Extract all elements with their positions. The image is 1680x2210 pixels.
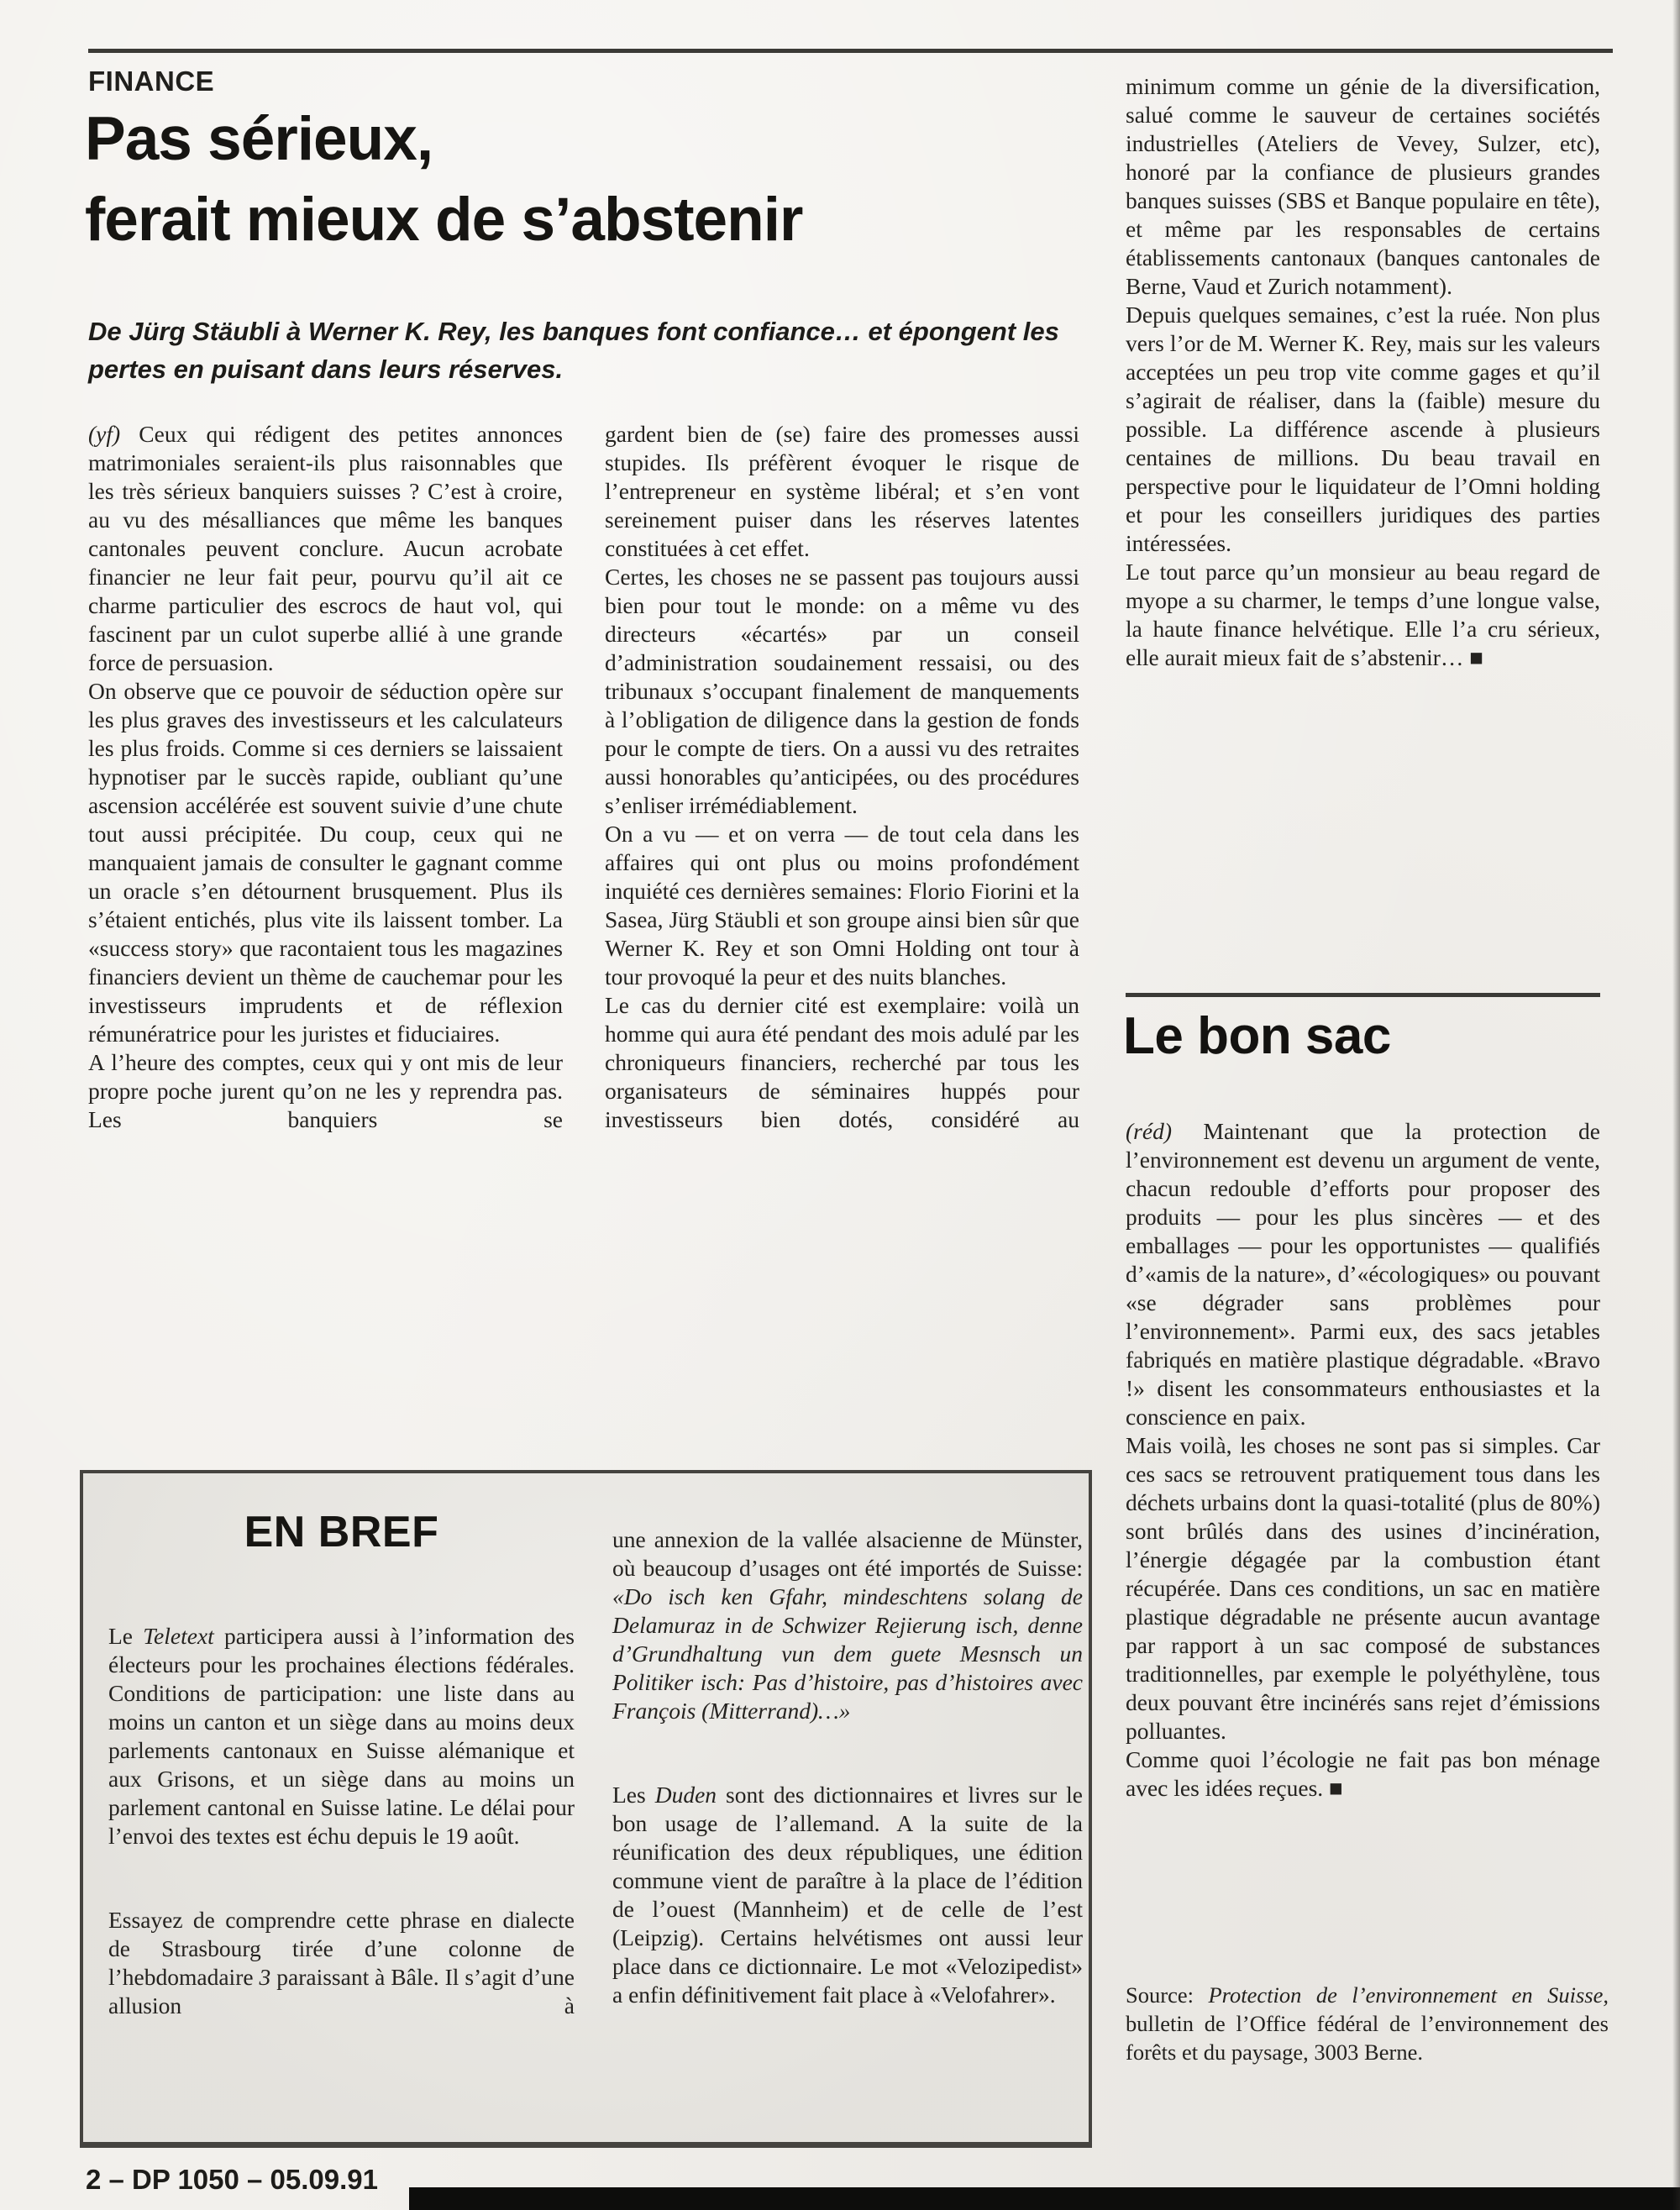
paragraph: Les Duden sont des dictionnaires et livres sur le bon usage de l’allemand. A la suite de la réunification des deux républiques, une édition commune vient de paraître à la place de l’édition de l’ouest (Mannheim) et de celle de l’est (Leipzig). Certains helvétismes ont aussi leur place dans ce dictionnaire. Le mot «Velozipedist» a enfin définitivement fait place à «Velofahrer». <box>612 1782 1083 2008</box>
page-footer: 2 – DP 1050 – 05.09.91 <box>86 2164 379 2195</box>
paragraph: gardent bien de (se) faire des promesses aussi stupides. Ils préfèrent évoquer le risque de l’entrepreneur en système libéral; et s’en vont sereinement puiser dans les réserves latentes constituées à cet effet. <box>605 421 1079 561</box>
paragraph: une annexion de la vallée alsacienne de Münster, où beaucoup d’usages ont été importés de Suisse: «Do isch ken Gfahr, mindeschtens solang de Delamuraz in de Schwizer Rejierung isch, denne d’Grundhaltung vun dem guete Mesnsch un Politiker isch: Pas d’histoire, pas d’histoires avec François (Mitterrand)…» <box>612 1526 1083 1724</box>
en-bref-column-right <box>612 1525 1083 2009</box>
headline-line-2: ferait mieux de s’abstenir <box>85 186 803 254</box>
scan-bottom-bar <box>409 2187 1680 2210</box>
section-rule <box>1126 993 1600 997</box>
paragraph: minimum comme un génie de la diversification, salué comme le sauveur de certaines sociétés industrielles (Ateliers de Vevey, Sulzer, etc), honoré par la confiance de plusieurs grandes banques suisses (SBS et Banque populaire en tête), et même par les responsables de certains établissements cantonaux (banques cantonales de Berne, Vaud et Zurich notamment). <box>1126 73 1600 299</box>
section-kicker: FINANCE <box>88 66 215 97</box>
en-bref-box <box>80 1470 1092 2148</box>
headline-line-1: Pas sérieux, <box>85 105 433 173</box>
paragraph: Le tout parce qu’un monsieur au beau regard de myope a su charmer, le temps d’une longue valse, la haute finance helvétique. Elle l’a cru sérieux, elle aurait mieux fait de s’abstenir… ■ <box>1126 559 1600 670</box>
article2-body <box>1126 1117 1600 1803</box>
article1-column-3 <box>1126 72 1600 672</box>
scan-right-edge <box>1672 0 1680 2210</box>
article2-title: Le bon sac <box>1123 1007 1391 1065</box>
top-rule <box>88 49 1613 53</box>
article2-source-note <box>1126 1981 1609 2066</box>
paragraph: Source: Protection de l’environnement en Suisse, bulletin de l’Office fédéral de l’environnement des forêts et du paysage, 3003 Berne. <box>1126 1982 1609 2065</box>
paragraph: Le Teletext participera aussi à l’information des électeurs pour les prochaines élections fédérales. Conditions de participation: une liste dans au moins un canton et un siège dans au moins deux parlements cantonaux en Suisse alémanique et aux Grisons, et un siège dans au moins un parlement cantonal en Suisse latine. Le délai pour l’envoi des textes est échu depuis le 19 août. <box>108 1623 575 1849</box>
paragraph: (yf) Ceux qui rédigent des petites annonces matrimoniales seraient-ils plus raisonnables que les très sérieux banquiers suisses ? C’est à croire, au vu des mésalliances que même les banques cantonales peuvent conclure. Aucun acrobate financier ne leur fait peur, pourvu qu’il ait ce charme particulier des escrocs de haut vol, qui fascinent par un culot superbe allié à une grande force de persuasion. <box>88 421 563 675</box>
paragraph: A l’heure des comptes, ceux qui y ont mis de leur propre poche jurent qu’on ne les y reprendra pas. Les banquiers se <box>88 1049 563 1132</box>
article-deck: De Jürg Stäubli à Werner K. Rey, les banques font confiance… et épongent les pertes en puisant dans leurs réserves. <box>88 317 1059 384</box>
article1-column-1 <box>88 420 563 1134</box>
paragraph: Comme quoi l’écologie ne fait pas bon ménage avec les idées reçues. ■ <box>1126 1746 1600 1801</box>
en-bref-column-left <box>108 1622 575 2020</box>
paragraph: On observe que ce pouvoir de séduction opère sur les plus graves des investisseurs et les calculateurs les plus froids. Comme si ces derniers se laissaient hypnotiser par le succès rapide, oubliant qu’une ascension accélérée est souvent suivie d’une chute tout aussi précipitée. Du coup, ceux qui ne manquaient jamais de consulter le gagnant comme un oracle s’en détournent brusquement. Plus ils s’étaient entichés, plus vite ils laissent tomber. La «success story» que racontaient tous les magazines financiers devient un thème de cauchemar pour les investisseurs imprudents et de réflexion rémunératrice pour les juristes et fiduciaires. <box>88 678 563 1047</box>
paragraph: Depuis quelques semaines, c’est la ruée. Non plus vers l’or de M. Werner K. Rey, mais sur les valeurs acceptées un peu trop vite comme gages et qu’il s’agirait de réaliser, dans la (faible) mesure du possible. La différence ascende à plusieurs centaines de millions. Du beau travail en perspective pour le liquidateur de l’Omni holding et pour les conseillers juridiques des parties intéressées. <box>1126 302 1600 556</box>
article-headline <box>85 99 1135 260</box>
paragraph: On a vu — et on verra — de tout cela dans les affaires qui ont plus ou moins profondément inquiété ces dernières semaines: Florio Fiorini et la Sasea, Jürg Stäubli et son groupe ainsi bien sûr que Werner K. Rey et son Omni Holding ont tour à tour provoqué la peur et des nuits blanches. <box>605 821 1079 990</box>
paragraph: Essayez de comprendre cette phrase en dialecte de Strasbourg tirée d’une colonne de l’hebdomadaire 3 paraissant à Bâle. Il s’agit d’une allusion à <box>108 1907 575 2018</box>
paragraph: Certes, les choses ne se passent pas toujours aussi bien pour tout le monde: on a même vu des directeurs «écartés» par un conseil d’administration soudainement ressaisi, ou des tribunaux s’occupant finalement de manquements à l’obligation de diligence dans la gestion de fonds pour le compte de tiers. On a aussi vu des retraites aussi honorables qu’anticipées, ou des procédures s’enliser irrémédiablement. <box>605 564 1079 818</box>
article1-column-2 <box>605 420 1079 1134</box>
paragraph: (réd) Maintenant que la protection de l’environnement est devenu un argument de vente, chacun redouble d’efforts pour proposer des produits — pour les plus sincères — et des emballages — pour les opportunistes — qualifiés d’«amis de la nature», d’«écologiques» ou pouvant «se dégrader sans problèmes pour l’environnement». Parmi eux, des sacs jetables fabriqués en matière plastique dégradable. «Bravo !» disent les consommateurs enthousiastes et la conscience en paix. <box>1126 1118 1600 1430</box>
paragraph: Mais voilà, les choses ne sont pas si simples. Car ces sacs se retrouvent pratiquement tous dans les déchets urbains dont la quasi-totalité (plus de 80%) sont brûlés dans des usines d’incinération, l’énergie dégagée par la combustion étant récupérée. Dans ces conditions, un sac en matière plastique dégradable ne présente aucun avantage par rapport à un sac composé de substances traditionnelles, par exemple le polyéthylène, tous deux pouvant être incinérés sans rejet d’émissions polluantes. <box>1126 1432 1600 1744</box>
paragraph: Le cas du dernier cité est exemplaire: voilà un homme qui aura été pendant des mois adulé par les chroniqueurs financiers, recherché par tous les organisateurs de séminaires huppés pour investisseurs bien dotés, considéré au <box>605 992 1079 1132</box>
en-bref-title: EN BREF <box>244 1508 439 1556</box>
